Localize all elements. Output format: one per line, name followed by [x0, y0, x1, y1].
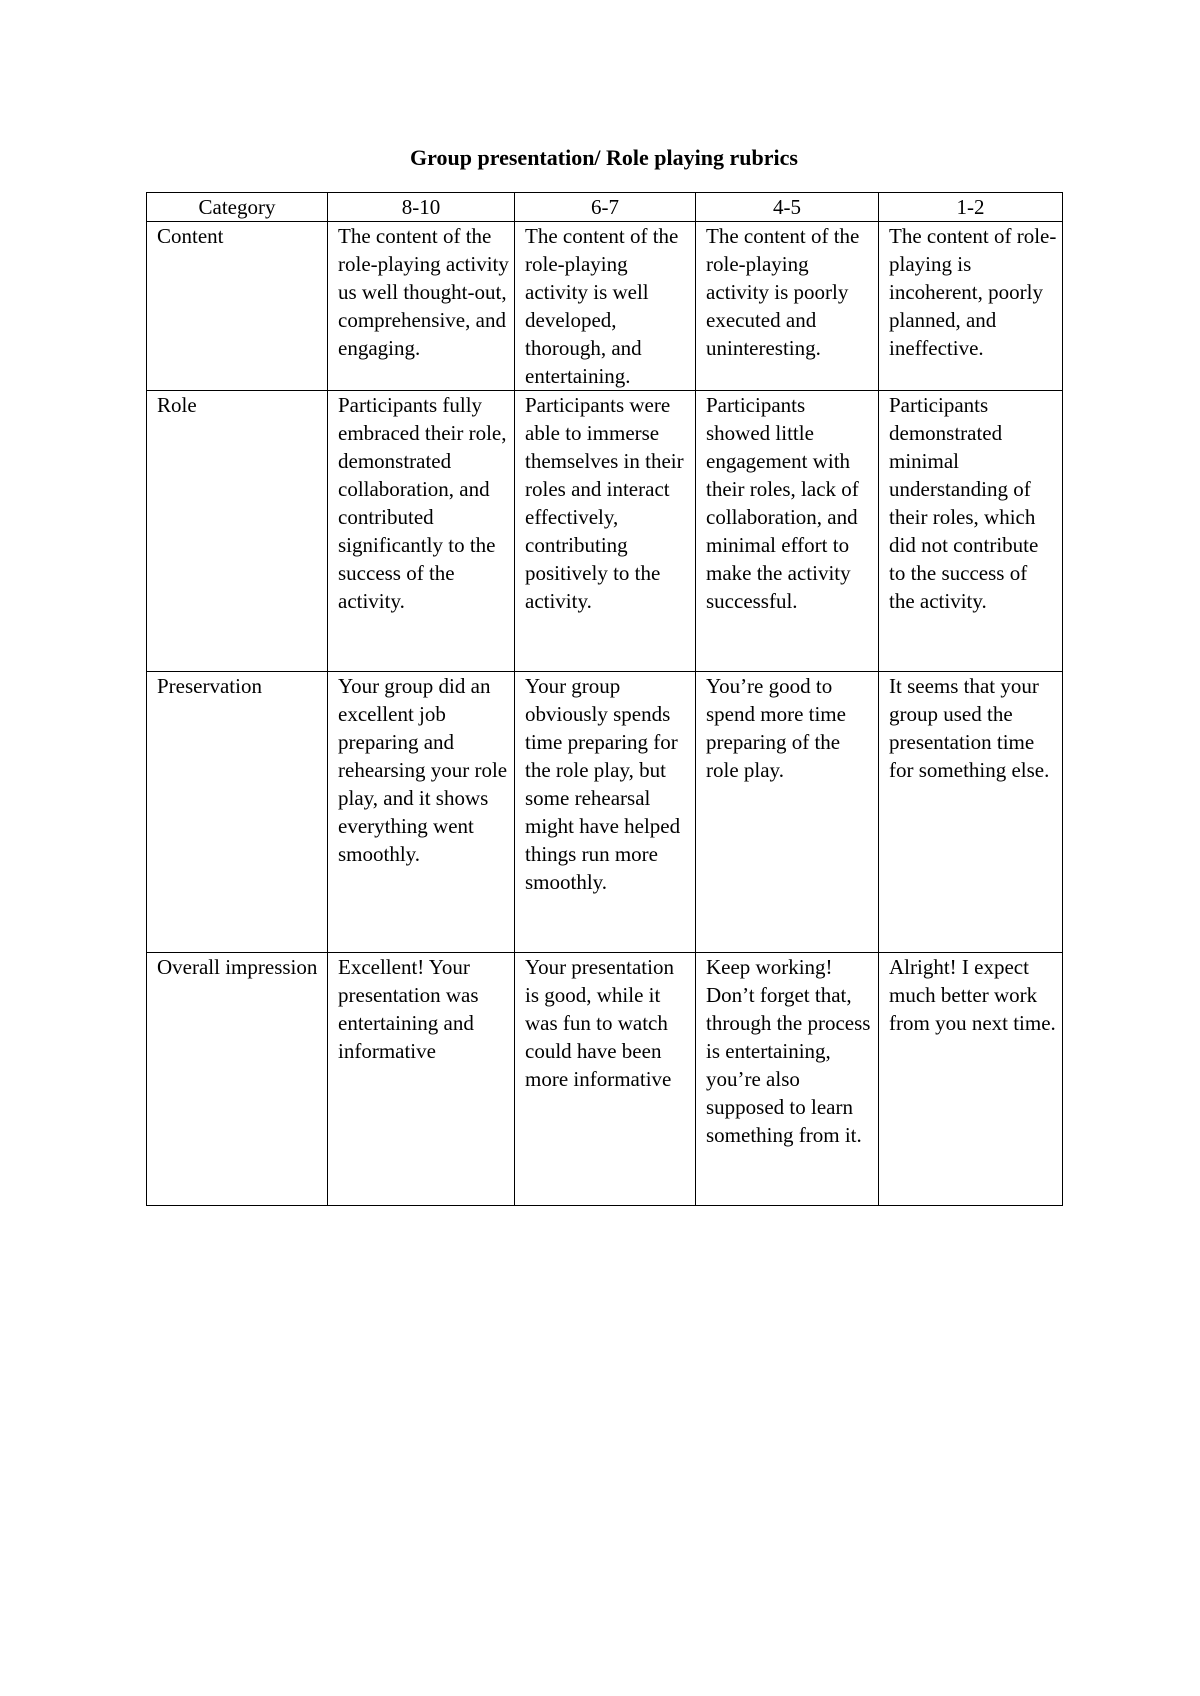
table-cell: Participants showed little engagement with their roles, lack of collaboration, and minimal effort to make the activity successful.: [696, 391, 879, 672]
table-cell: Participants demonstrated minimal understanding of their roles, which did not contribute to the success of the activity.: [879, 391, 1063, 672]
table-row: [147, 222, 1063, 391]
rubric-table: [146, 192, 1063, 1206]
page-title: Group presentation/ Role playing rubrics: [410, 145, 798, 170]
table-row: [147, 391, 1063, 672]
header-score-1-2: 1-2: [879, 193, 1063, 222]
table-cell: It seems that your group used the presentation time for something else.: [879, 672, 1063, 953]
table-cell: You’re good to spend more time preparing of the role play.: [696, 672, 879, 953]
header-score-8-10: 8-10: [328, 193, 515, 222]
table-cell: Excellent! Your presentation was entertaining and informative: [328, 953, 515, 1206]
table-cell: Participants fully embraced their role, demonstrated collaboration, and contributed significantly to the success of the activity.: [328, 391, 515, 672]
table-row: [147, 672, 1063, 953]
table-cell: The content of the role-playing activity is well developed, thorough, and entertaining.: [515, 222, 696, 391]
table-cell: The content of the role-playing activity us well thought-out, comprehensive, and engaging.: [328, 222, 515, 391]
table-cell: Alright! I expect much better work from you next time.: [879, 953, 1063, 1206]
table-cell: Keep working! Don’t forget that, through the process is entertaining, you’re also supposed to learn something from it.: [696, 953, 879, 1206]
table-cell: Your presentation is good, while it was fun to watch could have been more informative: [515, 953, 696, 1206]
table-cell: Participants were able to immerse themselves in their roles and interact effectively, contributing positively to the activity.: [515, 391, 696, 672]
header-score-4-5: 4-5: [696, 193, 879, 222]
row-category: Overall impression: [147, 953, 328, 1206]
row-category: Role: [147, 391, 328, 672]
header-score-6-7: 6-7: [515, 193, 696, 222]
table-row: [147, 953, 1063, 1206]
table-cell: Your group did an excellent job preparing and rehearsing your role play, and it shows everything went smoothly.: [328, 672, 515, 953]
table-cell: The content of the role-playing activity is poorly executed and uninteresting.: [696, 222, 879, 391]
table-cell: The content of role-playing is incoherent, poorly planned, and ineffective.: [879, 222, 1063, 391]
table-cell: Your group obviously spends time preparing for the role play, but some rehearsal might have helped things run more smoothly.: [515, 672, 696, 953]
header-category: Category: [147, 193, 328, 222]
row-category: Content: [147, 222, 328, 391]
table-header-row: [147, 193, 1063, 222]
row-category: Preservation: [147, 672, 328, 953]
